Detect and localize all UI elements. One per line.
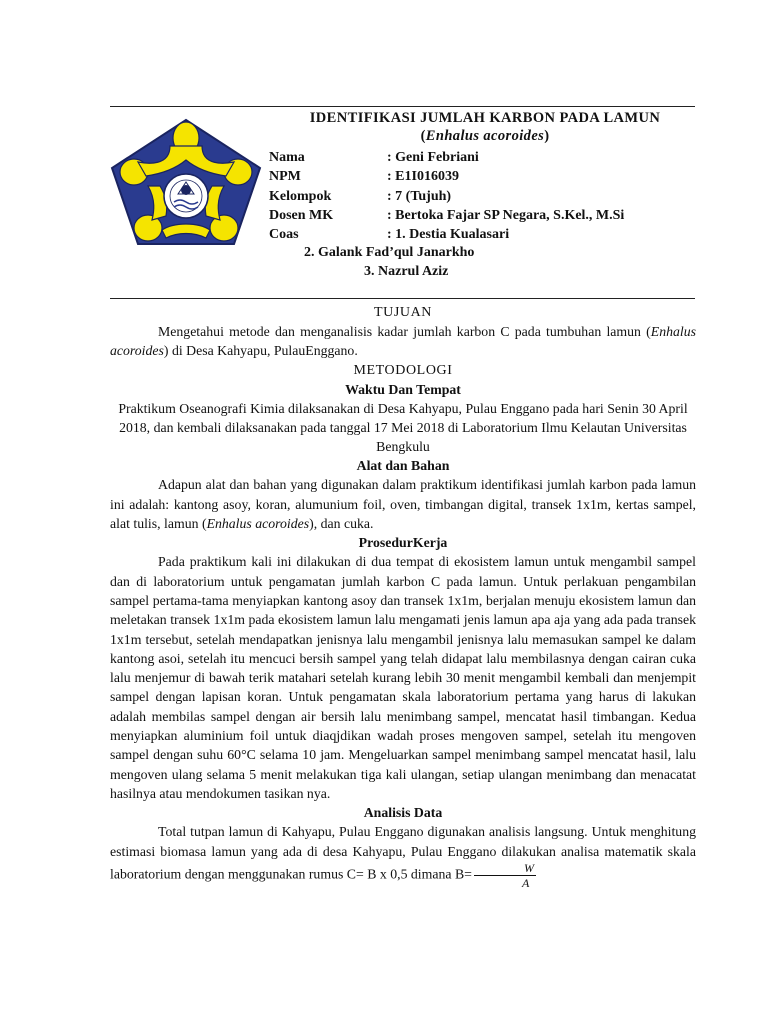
heading-tujuan: TUJUAN bbox=[373, 305, 433, 320]
waktu-text: Praktikum Oseanografi Kimia dilaksanakan di Desa Kahyapu, Pulau Enggano pada hari Senin 30 April 2018, dan kembali dilaksanakan pada tanggal 17 Mei 2018 di Laboratorium Ilmu Kelautan Universitas Bengkulu bbox=[118, 400, 688, 455]
coas-member-2: 2. Galank Fad’qul Janarkho bbox=[304, 245, 475, 260]
analisis-text: Total tutpan lamun di Kahyapu, Pulau Enggano digunakan analisis langsung. Untuk menghitung estimasi biomasa lamun yang ada di desa Kahyapu, Pulau Enggano dilakukan analisa matematik skala laboratorium dengan menggunakan rumus C= B x 0,5 dimana B= $\frac{W}{A}$ bbox=[110, 824, 696, 890]
formula-fraction: $\frac{W}{A}$ bbox=[474, 861, 536, 890]
info-row-nama: Nama : Geni Febriani bbox=[269, 150, 479, 165]
heading-analisis: Analisis Data bbox=[363, 805, 443, 821]
heading-metodologi: METODOLOGI bbox=[353, 362, 453, 378]
university-logo-icon bbox=[108, 116, 264, 248]
info-row-kelompok: Kelompok : 7 (Tujuh) bbox=[269, 188, 452, 204]
info-row-coas: Coas : 1. Destia Kualasari bbox=[269, 227, 510, 243]
document-body bbox=[110, 303, 696, 890]
document-subtitle: (Enhalus acoroides) bbox=[420, 128, 550, 144]
info-row-dosen: Dosen MK : Bertoka Fajar SP Negara, S.Kel., M.Si bbox=[269, 207, 625, 223]
alat-text: Adapun alat dan bahan yang digunakan dalam praktikum identifikasi jumlah karbon pada lamun ini adalah: kantong asoy, koran, alumunium foil, oven, timbangan digital, transek 1x1m, kertas sampel, alat tulis, lamun (Enhalus acoroides), dan cuka. bbox=[110, 477, 696, 532]
prosedur-text: Pada praktikum kali ini dilakukan di dua tempat di ekosistem lamun untuk mengambil sampel dan di laboratorium untuk pengamatan jumlah karbon C pada lamun. Untuk perlakuan pengambilan sampel pertama-tama menyiapkan kantong asoy dan transek 1x1m, berjalan menuju ekosistem lamun dan meletakan transek 1x1m pada ekosistem lamun lalu mengamati jenis lamun apa aja yang ada pada transek 1x1m tersebut, setelah mendapatkan jenisnya lalu mengambil jenisnya lalu memasukan sampel ke dalam kantong asoi, setelah itu mencuci bersih sampel yang telah didapat lalu membilasnya dengan cairan cuka lalu menjemur di bawah terik matahari setelah kurang lebih 30 menit mengambil kembali dan menjempit sampel dengan lapisan koran. Untuk pengamatan skala laboratorium pertama yang harus di lakukan adalah membilas sampel dengan air bersih lalu menimbang sampel, mencatat hasil timbangan. Kedua menyiapkan aluminium foil untuk diaqjdikan wadah proses mengoven sampel, setelah itu mengoven sampel dengan suhu 60°C selama 10 jam. Mengeluarkan sampel menimbang sampel mencatat hasil, lalu mengoven ulang selama 5 menit melakukan tiga kali ulangan, setiap ulangan menimbang dan menacatat hasilnya atau mendokumen tasikan nya. bbox=[110, 554, 696, 801]
header-bottom-rule bbox=[110, 298, 695, 299]
info-row-npm: NPM : E1I016039 bbox=[269, 169, 459, 185]
coas-member-3: 3. Nazrul Aziz bbox=[364, 264, 449, 279]
tujuan-text: Mengetahui metode dan menganalisis kadar jumlah karbon C pada tumbuhan lamun (Enhalus acoroides) di Desa Kahyapu, PulauEnggano. bbox=[110, 324, 696, 359]
top-rule bbox=[110, 106, 695, 107]
heading-alat-bahan: Alat dan Bahan bbox=[356, 458, 450, 474]
student-info bbox=[269, 148, 624, 244]
heading-waktu-tempat: Waktu Dan Tempat bbox=[345, 381, 461, 397]
heading-prosedur: ProsedurKerja bbox=[358, 535, 448, 551]
document-title: IDENTIFIKASI JUMLAH KARBON PADA LAMUN bbox=[309, 110, 661, 126]
